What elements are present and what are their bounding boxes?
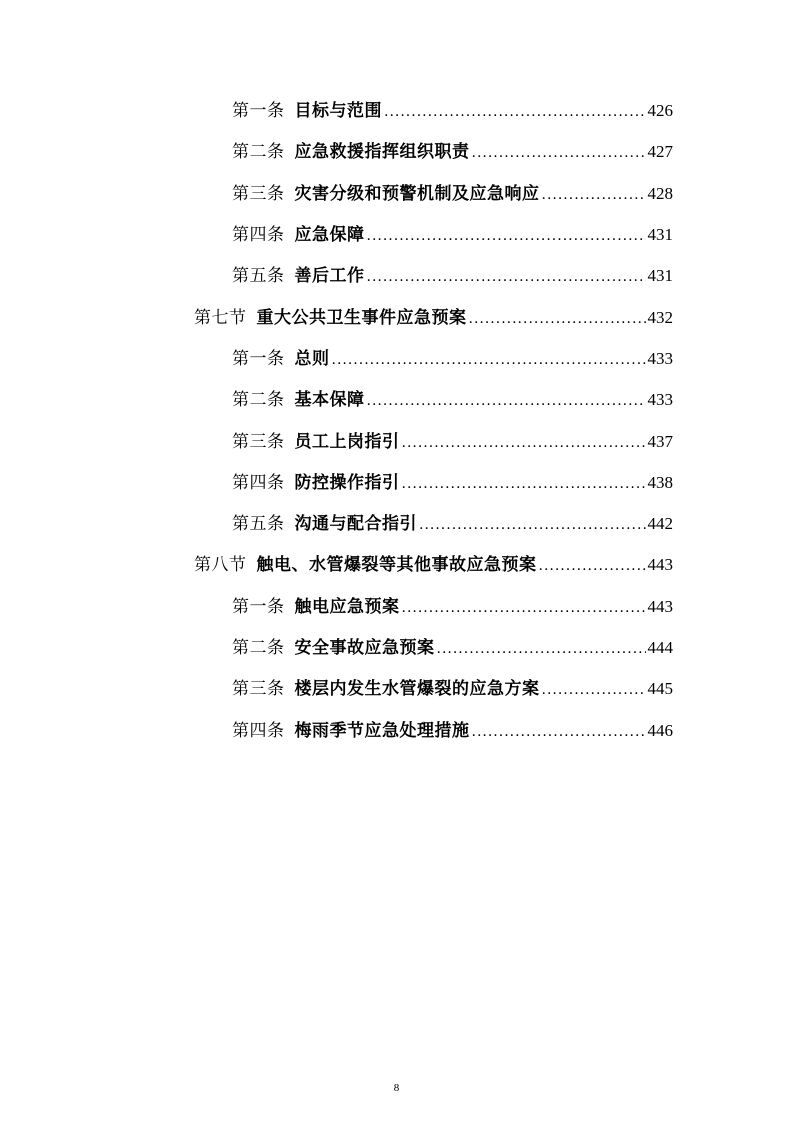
dot-leader [437,641,646,657]
toc-entry-number: 第三条 [232,679,285,700]
toc-section-entry[interactable] [0,542,793,583]
toc-entry-title: 总则 [294,348,330,369]
toc-entry-title: 灾害分级和预警机制及应急响应 [294,183,540,204]
toc-entry[interactable] [0,377,793,418]
toc-entry[interactable] [0,171,793,212]
dot-leader [542,187,646,203]
toc-entry-number: 第四条 [232,225,285,246]
toc-entry-title: 防控操作指引 [294,472,400,493]
toc-entry[interactable] [0,129,793,170]
toc-entry-title: 员工上岗指引 [294,431,400,452]
toc-entry[interactable] [0,460,793,501]
toc-entry-page: 433 [647,390,673,410]
toc-entry-number: 第二条 [232,142,285,163]
toc-entry[interactable] [0,253,793,294]
toc-entry-number: 第四条 [232,720,285,741]
toc-entry-title: 沟通与配合指引 [294,514,417,535]
toc-entry-number: 第一条 [232,348,285,369]
toc-entry-number: 第一条 [232,596,285,617]
toc-entry-title: 楼层内发生水管爆裂的应急方案 [294,679,540,700]
toc-entry[interactable] [0,88,793,129]
toc-entry-page: 431 [647,225,673,245]
toc-entry-title: 应急保障 [294,225,365,246]
toc-entry[interactable] [0,625,793,666]
dot-leader [332,352,646,368]
toc-entry-title: 触电应急预案 [294,596,400,617]
toc-entry-title: 触电、水管爆裂等其他事故应急预案 [256,555,537,576]
toc-entry-page: 443 [647,596,673,616]
toc-entry[interactable] [0,666,793,707]
toc-entry-page: 427 [647,142,673,162]
dot-leader [367,269,646,285]
toc-entry-number: 第七节 [194,307,247,328]
toc-entry[interactable] [0,707,793,748]
dot-leader [469,311,646,327]
toc-entry-page: 432 [647,307,673,327]
toc-entry-page: 437 [647,431,673,451]
toc-entry-number: 第五条 [232,266,285,287]
dot-leader [539,558,646,574]
dot-leader [402,476,646,492]
toc-entry-page: 426 [647,101,673,121]
toc-entry-number: 第三条 [232,431,285,452]
toc-entry-page: 442 [647,514,673,534]
dot-leader [472,145,646,161]
toc-entry-page: 446 [647,720,673,740]
toc-entry-number: 第三条 [232,183,285,204]
toc-section-entry[interactable] [0,294,793,335]
toc-entry-title: 善后工作 [294,266,365,287]
toc-entry[interactable] [0,584,793,625]
dot-leader [367,393,646,409]
toc-entry[interactable] [0,212,793,253]
dot-leader [367,228,646,244]
toc-entry-page: 428 [647,183,673,203]
toc-entry[interactable] [0,418,793,459]
toc-entry-number: 第二条 [232,390,285,411]
toc-entry-page: 431 [647,266,673,286]
dot-leader [402,600,646,616]
toc-entry-page: 438 [647,472,673,492]
toc-entry-number: 第二条 [232,638,285,658]
toc-entry-title: 安全事故应急预案 [294,638,435,658]
toc-entry-title: 基本保障 [294,390,365,411]
toc-entry-number: 第四条 [232,472,285,493]
toc-entry-page: 433 [647,348,673,368]
page-number: 8 [393,1082,400,1094]
toc-entry-title: 梅雨季节应急处理措施 [294,720,470,741]
toc-entry-number: 第五条 [232,514,285,535]
dot-leader [472,724,646,740]
toc-entry[interactable] [0,501,793,542]
toc-entry-number: 第八节 [194,555,247,576]
toc-entry-title: 目标与范围 [294,101,382,122]
toc-entry-page: 444 [647,638,673,657]
table-of-contents [0,88,793,749]
dot-leader [542,682,646,698]
dot-leader [402,435,646,451]
toc-entry-number: 第一条 [232,101,285,122]
dot-leader [384,104,646,120]
dot-leader [419,517,646,533]
toc-entry-title: 重大公共卫生事件应急预案 [256,307,467,328]
toc-entry-page: 443 [647,555,673,575]
toc-entry-page: 445 [647,679,673,699]
toc-entry[interactable] [0,336,793,377]
toc-entry-title: 应急救援指挥组织职责 [294,142,470,163]
